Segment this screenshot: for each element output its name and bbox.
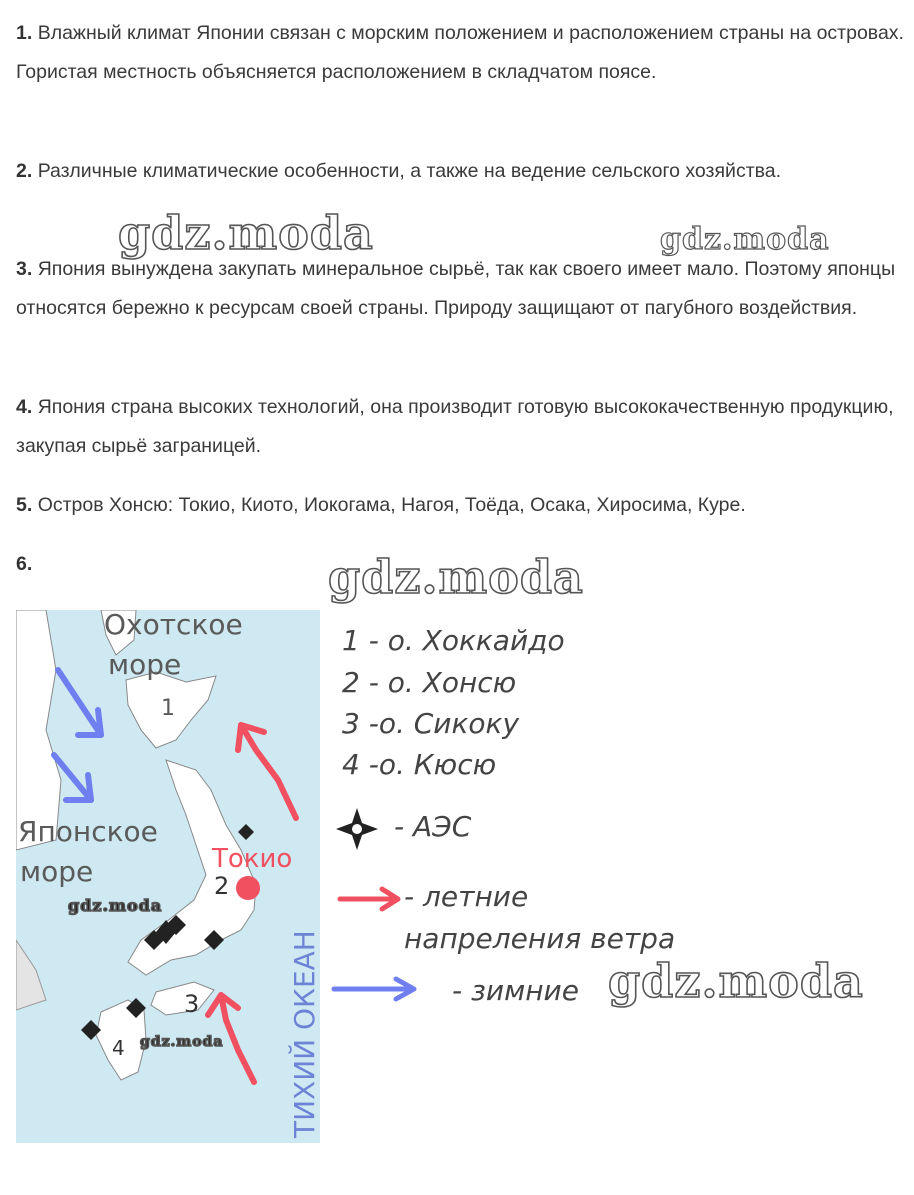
legend-summer-desc: напрeления ветра <box>404 922 676 955</box>
sea-japan-label-1: Японское <box>18 815 158 848</box>
legend-npp: - АЭС <box>394 810 472 843</box>
mainland-shape <box>16 610 61 850</box>
watermark-logo: gdz.moda <box>608 954 864 1008</box>
sea-japan-label-2: море <box>20 855 94 888</box>
answer-3 <box>16 250 906 328</box>
answer-1 <box>16 14 906 92</box>
answer-2 <box>16 152 906 191</box>
npp-legend-icon <box>332 806 382 852</box>
npp-icon <box>238 824 254 840</box>
tokyo-label: Токио <box>212 844 293 874</box>
answer-text: Остров Хонсю: Токио, Киото, Иокогама, Нагоя, Тоёда, Осака, Хиросима, Куре. <box>37 494 746 516</box>
island-label-1: 1 <box>161 696 175 721</box>
answer-text: Япония вынуждена закупать минеральное сырьё, так как своего имеет мало. Поэтому японцы относятся бережно к ресурсам своей страны. Природу защищают от пагубного воздействия. <box>16 258 896 319</box>
winter-legend-arrow-icon <box>330 974 420 1004</box>
answer-4 <box>16 388 906 466</box>
legend-item-3: 3 -о. Сикоку <box>342 707 520 740</box>
legend-summer: - летние <box>404 880 529 913</box>
legend-item-1: 1 - о. Хоккайдо <box>342 624 565 657</box>
answer-number: 1. <box>16 22 33 44</box>
answer-5 <box>16 486 906 525</box>
sea-okhotsk-label-1: Охотское <box>104 608 243 641</box>
watermark-logo: gdz.moda <box>68 896 163 915</box>
island-label-3: 3 <box>184 990 200 1018</box>
japan-map <box>16 610 320 1143</box>
shikoku-shape <box>151 982 214 1015</box>
watermark-logo: gdz.moda <box>140 1034 224 1050</box>
summer-legend-arrow-icon <box>336 884 406 914</box>
answer-number: 2. <box>16 160 33 182</box>
island-label-4: 4 <box>112 1036 125 1060</box>
winter-arrow <box>58 670 101 735</box>
answer-number: 5. <box>16 494 33 516</box>
answer-text: Япония страна высоких технологий, она производит готовую высококачественную продукцию, закупая сырьё заграницей. <box>16 396 894 457</box>
answer-text: Различные климатические особенности, а также на ведение сельского хозяйства. <box>37 160 782 182</box>
sea-okhotsk-label-2: море <box>108 648 182 681</box>
answer-number: 6. <box>16 553 33 575</box>
answer-number: 3. <box>16 258 33 280</box>
watermark-logo: gdz.moda <box>660 222 830 257</box>
legend-item-2: 2 - о. Хонсю <box>342 666 517 699</box>
answer-text: Влажный климат Японии связан с морским положением и расположением страны на островах. Гористая местность объясняется расположением в складчатом поясе. <box>16 22 904 83</box>
watermark-logo: gdz.moda <box>328 550 584 604</box>
answer-number: 4. <box>16 396 33 418</box>
summer-arrow <box>241 725 296 818</box>
legend-winter: - зимние <box>452 974 579 1007</box>
legend-item-4: 4 -о. Кюсю <box>342 748 497 781</box>
korea-shape <box>16 940 46 1010</box>
tokyo-marker <box>236 876 260 900</box>
watermark-logo: gdz.moda <box>118 206 374 260</box>
island-label-2: 2 <box>214 872 230 900</box>
pacific-ocean-label: ТИХИЙ ОКЕАН <box>288 930 321 1138</box>
